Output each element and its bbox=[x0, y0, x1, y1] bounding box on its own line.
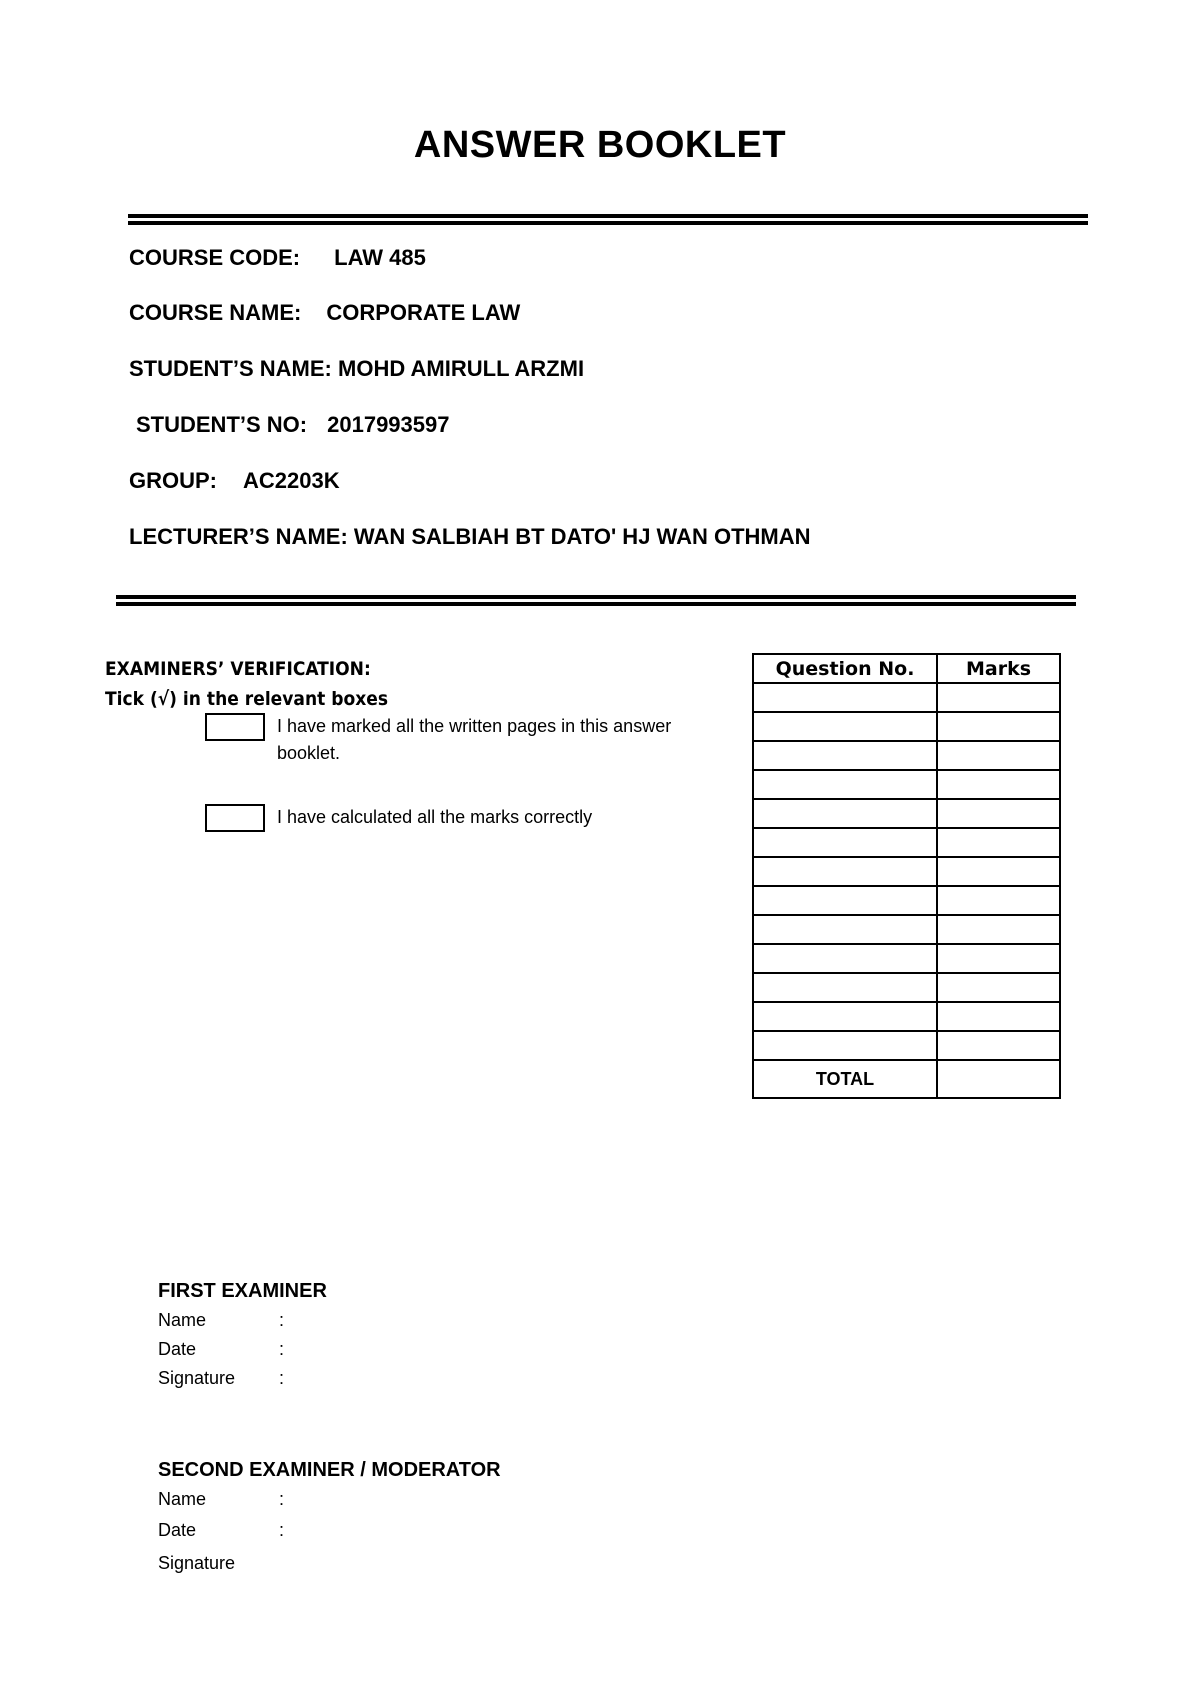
question-cell[interactable] bbox=[753, 915, 937, 944]
question-cell[interactable] bbox=[753, 857, 937, 886]
table-row bbox=[753, 857, 1060, 886]
verification-heading: EXAMINERS’ VERIFICATION: bbox=[105, 658, 371, 680]
course-name-value: CORPORATE LAW bbox=[326, 300, 521, 325]
question-cell[interactable] bbox=[753, 799, 937, 828]
top-double-rule bbox=[128, 214, 1088, 225]
first-examiner-heading: FIRST EXAMINER bbox=[158, 1280, 327, 1302]
first-examiner-signature-colon: : bbox=[279, 1368, 285, 1388]
second-examiner-name-colon: : bbox=[279, 1489, 285, 1509]
question-cell[interactable] bbox=[753, 683, 937, 712]
question-cell[interactable] bbox=[753, 770, 937, 799]
question-cell[interactable] bbox=[753, 944, 937, 973]
course-name-label: COURSE NAME: bbox=[129, 300, 302, 325]
marks-cell[interactable] bbox=[937, 886, 1060, 915]
first-examiner-date-colon: : bbox=[279, 1339, 285, 1359]
table-row bbox=[753, 712, 1060, 741]
first-examiner-name-label: Name bbox=[158, 1310, 207, 1330]
marks-cell[interactable] bbox=[937, 857, 1060, 886]
table-row bbox=[753, 944, 1060, 973]
question-no-header: Question No. bbox=[753, 654, 937, 683]
bottom-double-rule bbox=[116, 595, 1076, 606]
question-cell[interactable] bbox=[753, 712, 937, 741]
course-code-row bbox=[129, 245, 426, 271]
marks-cell[interactable] bbox=[937, 944, 1060, 973]
table-row bbox=[753, 683, 1060, 712]
calculated-marks-checkbox[interactable] bbox=[205, 804, 265, 832]
question-cell[interactable] bbox=[753, 1031, 937, 1060]
first-examiner-signature-label: Signature bbox=[158, 1368, 236, 1388]
question-cell[interactable] bbox=[753, 886, 937, 915]
marks-cell[interactable] bbox=[937, 799, 1060, 828]
verification-instruction: Tick (√) in the relevant boxes bbox=[105, 688, 389, 710]
marks-cell[interactable] bbox=[937, 683, 1060, 712]
second-examiner-name-label: Name bbox=[158, 1489, 207, 1509]
course-code-value: LAW 485 bbox=[334, 245, 426, 270]
second-examiner-date-label: Date bbox=[158, 1520, 197, 1540]
marks-cell[interactable] bbox=[937, 973, 1060, 1002]
student-name-label: STUDENT’S NAME: bbox=[129, 356, 332, 381]
first-examiner-date-label: Date bbox=[158, 1339, 197, 1359]
course-name-row bbox=[129, 300, 520, 326]
total-label: TOTAL bbox=[753, 1060, 937, 1098]
student-name-value: MOHD AMIRULL ARZMI bbox=[338, 356, 585, 381]
question-cell[interactable] bbox=[753, 741, 937, 770]
course-code-label: COURSE CODE: bbox=[129, 245, 301, 270]
marks-cell[interactable] bbox=[937, 1002, 1060, 1031]
second-examiner-heading: SECOND EXAMINER / MODERATOR bbox=[158, 1459, 501, 1481]
table-row bbox=[753, 741, 1060, 770]
page-title: ANSWER BOOKLET bbox=[413, 124, 787, 166]
table-row bbox=[753, 1031, 1060, 1060]
marked-pages-statement: I have marked all the written pages in this answer booklet. bbox=[277, 716, 672, 763]
student-no-value: 2017993597 bbox=[327, 412, 450, 437]
marks-header: Marks bbox=[937, 654, 1060, 683]
marks-table bbox=[752, 653, 1061, 1099]
student-no-row bbox=[136, 412, 449, 438]
table-row bbox=[753, 886, 1060, 915]
second-examiner-signature-label: Signature bbox=[158, 1553, 236, 1573]
table-row bbox=[753, 1002, 1060, 1031]
marks-table-header bbox=[753, 654, 1060, 683]
marks-cell[interactable] bbox=[937, 712, 1060, 741]
student-no-label: STUDENT’S NO: bbox=[136, 412, 308, 437]
group-value: AC2203K bbox=[243, 468, 340, 493]
marks-cell[interactable] bbox=[937, 741, 1060, 770]
table-row bbox=[753, 915, 1060, 944]
lecturer-value: WAN SALBIAH BT DATO' HJ WAN OTHMAN bbox=[353, 524, 811, 549]
lecturer-label: LECTURER’S NAME: bbox=[129, 524, 348, 549]
question-cell[interactable] bbox=[753, 973, 937, 1002]
lecturer-row bbox=[129, 524, 811, 550]
student-name-row bbox=[129, 356, 584, 382]
table-row bbox=[753, 770, 1060, 799]
marks-cell[interactable] bbox=[937, 915, 1060, 944]
marks-cell[interactable] bbox=[937, 770, 1060, 799]
question-cell[interactable] bbox=[753, 1002, 937, 1031]
question-cell[interactable] bbox=[753, 828, 937, 857]
group-label: GROUP: bbox=[129, 468, 217, 493]
table-row bbox=[753, 973, 1060, 1002]
table-row bbox=[753, 828, 1060, 857]
table-row bbox=[753, 799, 1060, 828]
first-examiner-name-colon: : bbox=[279, 1310, 285, 1330]
marks-cell[interactable] bbox=[937, 1031, 1060, 1060]
group-row bbox=[129, 468, 340, 494]
second-examiner-date-colon: : bbox=[279, 1520, 285, 1540]
marked-pages-checkbox[interactable] bbox=[205, 713, 265, 741]
calculated-marks-statement: I have calculated all the marks correctly bbox=[277, 807, 593, 827]
marks-cell[interactable] bbox=[937, 828, 1060, 857]
total-value-cell[interactable] bbox=[937, 1060, 1060, 1098]
total-row bbox=[753, 1060, 1060, 1098]
